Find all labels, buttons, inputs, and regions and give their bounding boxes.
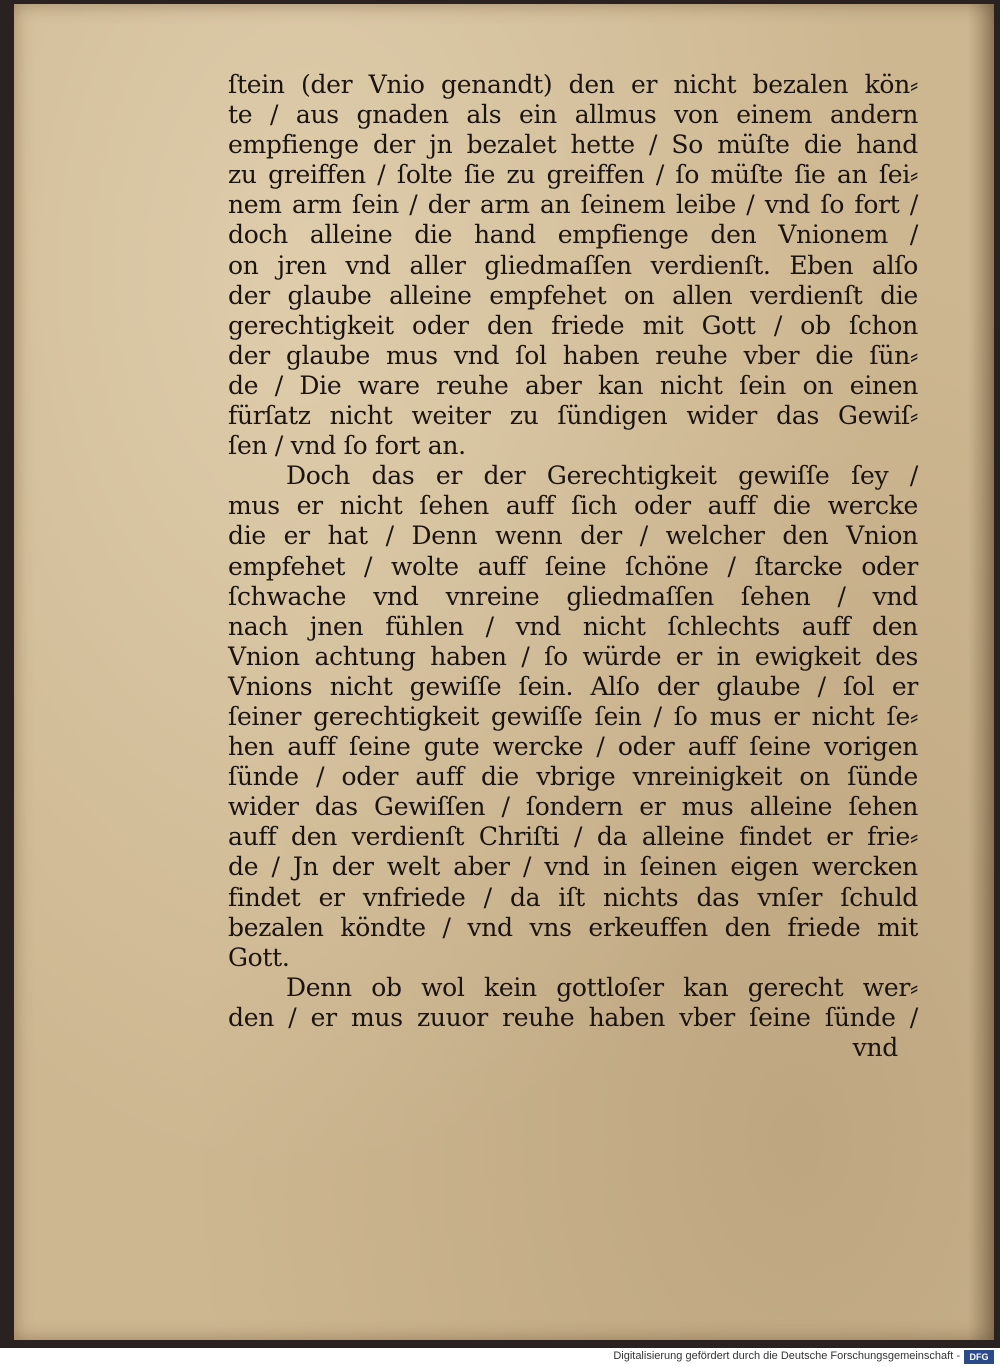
footer-credit: Digitalisierung gefördert durch die Deutsche Forschungsgemeinschaft -	[613, 1350, 960, 1362]
spine-shadow	[968, 4, 994, 1340]
text-line: mus er nicht ſehen auff ſich oder auff die wercke	[228, 491, 918, 521]
catchword: vnd	[852, 1033, 898, 1062]
text-block	[228, 70, 918, 1063]
text-line: Vnions nicht gewiſſe ſein. Alſo der glaube / ſol er	[228, 671, 918, 701]
text-line: de / Die ware reuhe aber kan nicht ſein on einen	[228, 370, 918, 400]
text-line: hen auff ſeine gute wercke / oder auff ſeine vorigen	[228, 732, 918, 762]
text-line: nem arm ſein / der arm an ſeinem leibe / vnd ſo fort /	[228, 190, 918, 220]
text-line: die er hat / Denn wenn der / welcher den Vnion	[228, 521, 918, 551]
text-line: gerechtigkeit oder den friede mit Gott / ob ſchon	[228, 310, 918, 340]
text-line: der glaube mus vnd ſol haben reuhe vber die ſün⸗	[228, 340, 918, 370]
text-line: ſen / vnd ſo fort an.	[228, 431, 466, 461]
text-line: empfienge der jn bezalet hette / So müſte die hand	[228, 130, 918, 160]
text-line: der glaube alleine empfehet on allen verdienſt die	[228, 280, 918, 310]
dfg-logo[interactable]: DFG	[964, 1350, 994, 1364]
text-line: Gott.	[228, 942, 290, 972]
text-line: Vnion achtung haben / ſo würde er in ewigkeit des	[228, 641, 918, 671]
text-line: wider das Gewiſſen / ſondern er mus alleine ſehen	[228, 792, 918, 822]
text-line: den / er mus zuuor reuhe haben vber ſeine ſünde /	[228, 1002, 918, 1032]
text-line: bezalen köndte / vnd vns erkeuffen den friede mit	[228, 912, 918, 942]
text-line: ſünde / oder auff die vbrige vnreinigkeit on ſünde	[228, 762, 918, 792]
text-line: fürſatz nicht weiter zu ſündigen wider das Gewiſ⸗	[228, 401, 918, 431]
text-line: de / Jn der welt aber / vnd in ſeinen eigen wercken	[228, 852, 918, 882]
text-line: zu greiffen / ſolte ſie zu greiffen / ſo müſte ſie an ſei⸗	[228, 160, 918, 190]
text-line: ſchwache vnd vnreine gliedmaſſen ſehen / vnd	[228, 581, 918, 611]
text-line: nach jnen fühlen / vnd nicht ſchlechts auff den	[228, 611, 918, 641]
text-line: empfehet / wolte auff ſeine ſchöne / ſtarcke oder	[228, 551, 918, 581]
text-line: te / aus gnaden als ein allmus von einem andern	[228, 100, 918, 130]
text-line: ſtein (der Vnio genandt) den er nicht bezalen kön⸗	[228, 70, 918, 99]
text-line: ſeiner gerechtigkeit gewiſſe ſein / ſo mus er nicht ſe⸗	[228, 701, 918, 731]
paragraph-start-line: Doch das er der Gerechtigkeit gewiſſe ſey /	[286, 461, 918, 491]
text-line: findet er vnfriede / da iſt nichts das vnſer ſchuld	[228, 882, 918, 912]
text-line: auff den verdienſt Chriſti / da alleine findet er frie⸗	[228, 822, 918, 852]
footer-bar	[0, 1348, 1000, 1367]
paragraph-start-line: Denn ob wol kein gottloſer kan gerecht wer⸗	[286, 972, 918, 1002]
text-line: on jren vnd aller gliedmaſſen verdienſt. Eben alſo	[228, 250, 918, 280]
text-line: doch alleine die hand empfienge den Vnionem /	[228, 220, 918, 250]
